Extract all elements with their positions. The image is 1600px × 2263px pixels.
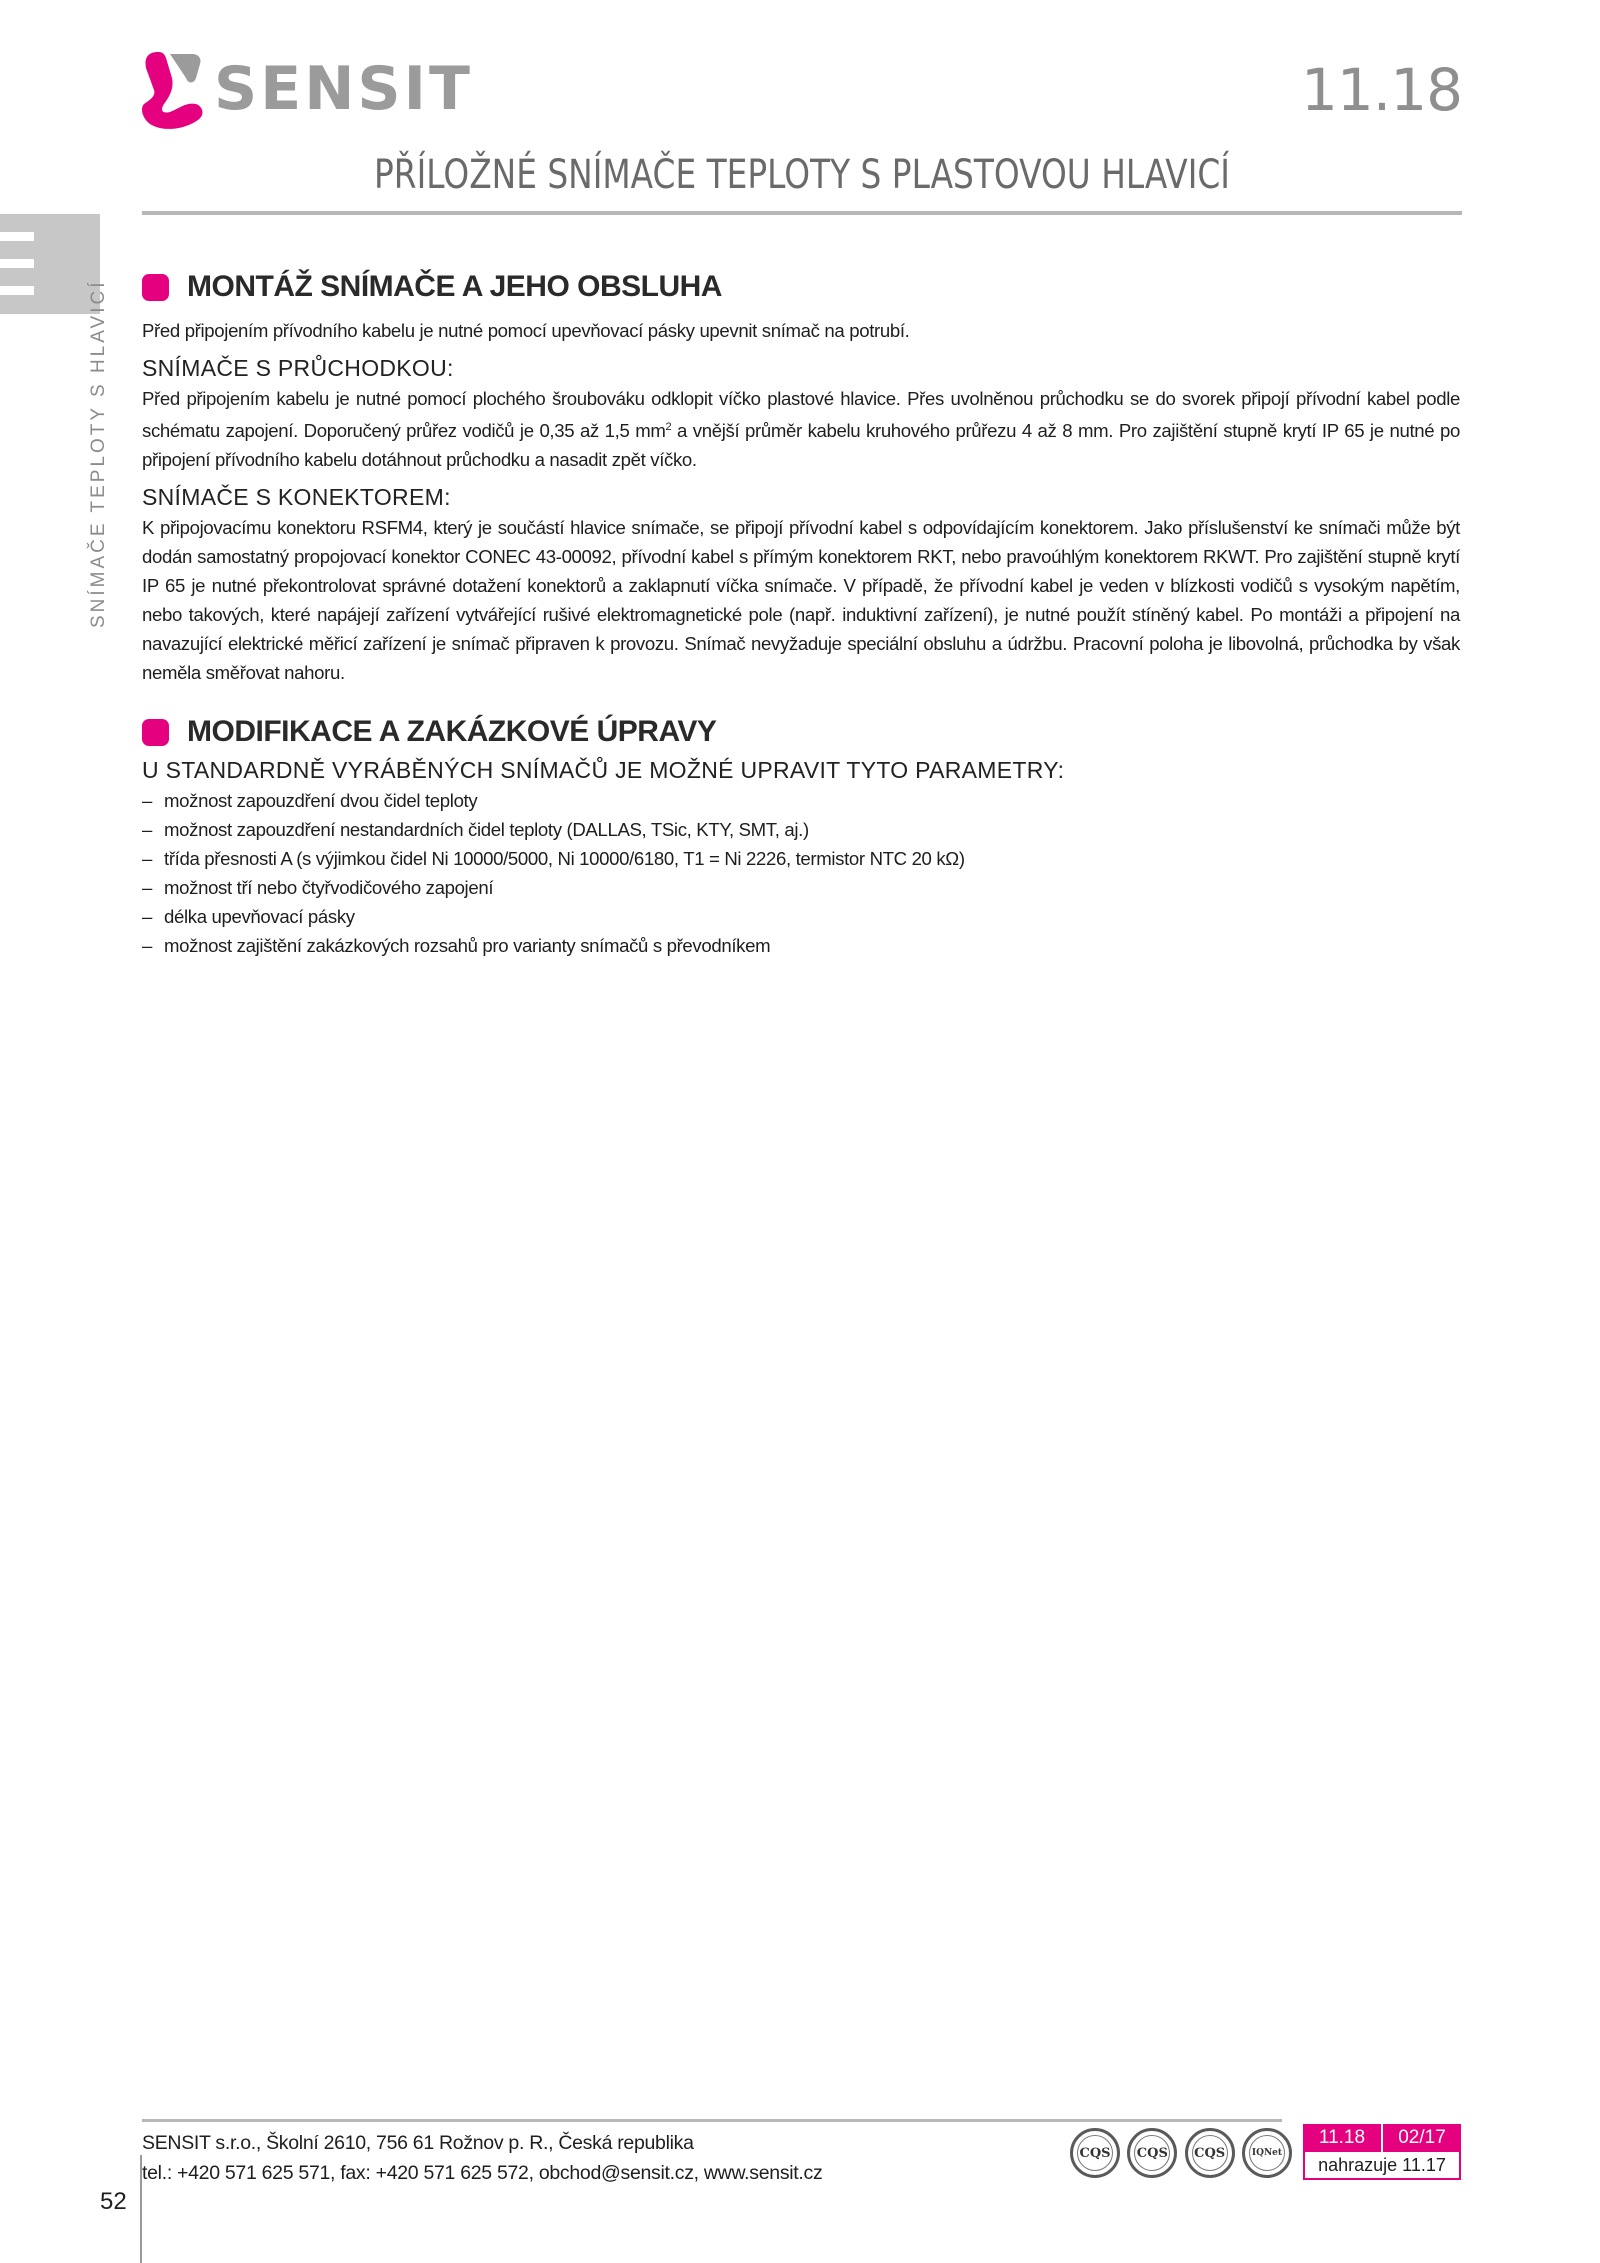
main-content	[142, 270, 1460, 960]
sensit-logo-icon	[140, 50, 210, 135]
dash-marker: –	[142, 935, 152, 957]
subheading-konektor: SNÍMAČE S KONEKTOREM:	[142, 484, 451, 511]
konektor-text: K připojovacímu konektoru RSFM4, který je součástí hlavice snímače, se připojí přívodní kabel s odpovídajícím konektorem. Jako příslušenství ke snímači může být dodán samostatný propojovací konektor CONEC 43-00092, přívodní kabel s přímým konektorem RKT, nebo pravoúhlým konektorem RKWT. Pro zajištění stupně krytí IP 65 je nutné překontrolovat správné dotažení konektorů a zaklapnutí víčka snímače. V případě, že přívodní kabel je veden v blízkosti vodičů s vysokým napětím, nebo takových, které napájejí zařízení vytvářející rušivé elektromagnetické pole (např. induktivní zařízení), je nutné použít stíněný kabel. Po montáži a připojení na navazující elektrické měřicí zařízení je snímač připraven k provozu. Snímač nevyžaduje speciální obsluhu a údržbu. Pracovní poloha je libovolná, průchodka by však neměla směřovat nahoru.	[142, 517, 1460, 684]
pruchodka-text	[142, 384, 1460, 474]
list-item: – možnost zajištění zakázkových rozsahů pro varianty snímačů s převodníkem	[142, 931, 1460, 960]
pruchodka-text-a: Před připojením kabelu je nutné pomocí plochého šroubováku odklopit víčko plastové hlavice. Přes uvolněnou průchodku se do svorek připojí přívodní kabel podle schématu zapojení. Doporučený průřez vodičů je 0,35 až 1,5 mm	[142, 388, 1460, 442]
page-number: 52	[100, 2188, 127, 2215]
cqs-certificate-icon: CQS	[1185, 2128, 1235, 2178]
footer-vertical-line	[140, 2155, 142, 2263]
iqnet-certificate-icon: IQNet	[1242, 2128, 1292, 2178]
subheading-parameters: U STANDARDNĚ VYRÁBĚNÝCH SNÍMAČŮ JE MOŽNÉ UPRAVIT TYTO PARAMETRY:	[142, 757, 1065, 784]
modification-list	[142, 786, 1460, 960]
list-item: – třída přesnosti A (s výjimkou čidel Ni 10000/5000, Ni 10000/6180, T1 = Ni 2226, termistor NTC 20 kΩ)	[142, 844, 1460, 873]
side-tab-bar	[0, 232, 34, 241]
company-address: SENSIT s.r.o., Školní 2610, 756 61 Rožnov p. R., Česká republika	[142, 2132, 694, 2154]
heading-bullet-icon	[142, 719, 169, 746]
title-divider	[142, 211, 1462, 215]
section-heading-modifikace	[142, 715, 1460, 749]
cqs-certificate-icon: CQS	[1070, 2128, 1120, 2178]
montaz-intro: Před připojením přívodního kabelu je nutné pomocí upevňovací pásky upevnit snímač na potrubí.	[142, 320, 910, 341]
section-title: MONTÁŽ SNÍMAČE A JEHO OBSLUHA	[187, 270, 722, 303]
list-item: – možnost zapouzdření nestandardních čidel teploty (DALLAS, TSic, KTY, SMT, aj.)	[142, 815, 1460, 844]
brand-name: SENSIT	[214, 54, 473, 124]
footer-contact	[142, 2128, 822, 2188]
dash-marker: –	[142, 819, 152, 841]
side-section-label: SNÍMAČE TEPLOTY S HLAVICÍ	[88, 279, 109, 628]
footer-divider	[142, 2119, 1282, 2122]
badge-date: 02/17	[1381, 2124, 1461, 2152]
subheading-pruchodka: SNÍMAČE S PRŮCHODKOU:	[142, 355, 454, 381]
side-tab	[0, 214, 100, 314]
dash-marker: –	[142, 790, 152, 812]
dash-marker: –	[142, 877, 152, 899]
revision-badge	[1303, 2124, 1461, 2180]
side-tab-bar	[0, 286, 34, 295]
pruchodka-text-b: a vnější průměr kabelu kruhového průřezu 4 až 8 mm. Pro zajištění stupně krytí IP 65 je nutné po připojení přívodního kabelu dotáhnout průchodku a nasadit zpět víčko.	[142, 420, 1460, 471]
dash-marker: –	[142, 906, 152, 928]
badge-replaces: nahrazuje 11.17	[1303, 2152, 1461, 2180]
certification-logos	[1070, 2128, 1292, 2184]
cqs-certificate-icon: CQS	[1127, 2128, 1177, 2178]
section-number: 11.18	[1300, 56, 1462, 124]
list-item: – možnost tří nebo čtyřvodičového zapojení	[142, 873, 1460, 902]
badge-top-row	[1303, 2124, 1461, 2152]
section-heading-montaz	[142, 270, 1460, 304]
company-contacts: tel.: +420 571 625 571, fax: +420 571 625 572, obchod@sensit.cz, www.sensit.cz	[142, 2162, 823, 2184]
dash-marker: –	[142, 848, 152, 870]
side-tab-bar	[0, 259, 34, 268]
page-title: PŘÍLOŽNÉ SNÍMAČE TEPLOTY S PLASTOVOU HLAVICÍ	[374, 152, 1230, 198]
heading-bullet-icon	[142, 274, 169, 301]
list-item: – délka upevňovací pásky	[142, 902, 1460, 931]
superscript: 2	[665, 421, 672, 433]
list-item: – možnost zapouzdření dvou čidel teploty	[142, 786, 1460, 815]
section-title: MODIFIKACE A ZAKÁZKOVÉ ÚPRAVY	[187, 715, 717, 749]
badge-code: 11.18	[1303, 2124, 1381, 2152]
